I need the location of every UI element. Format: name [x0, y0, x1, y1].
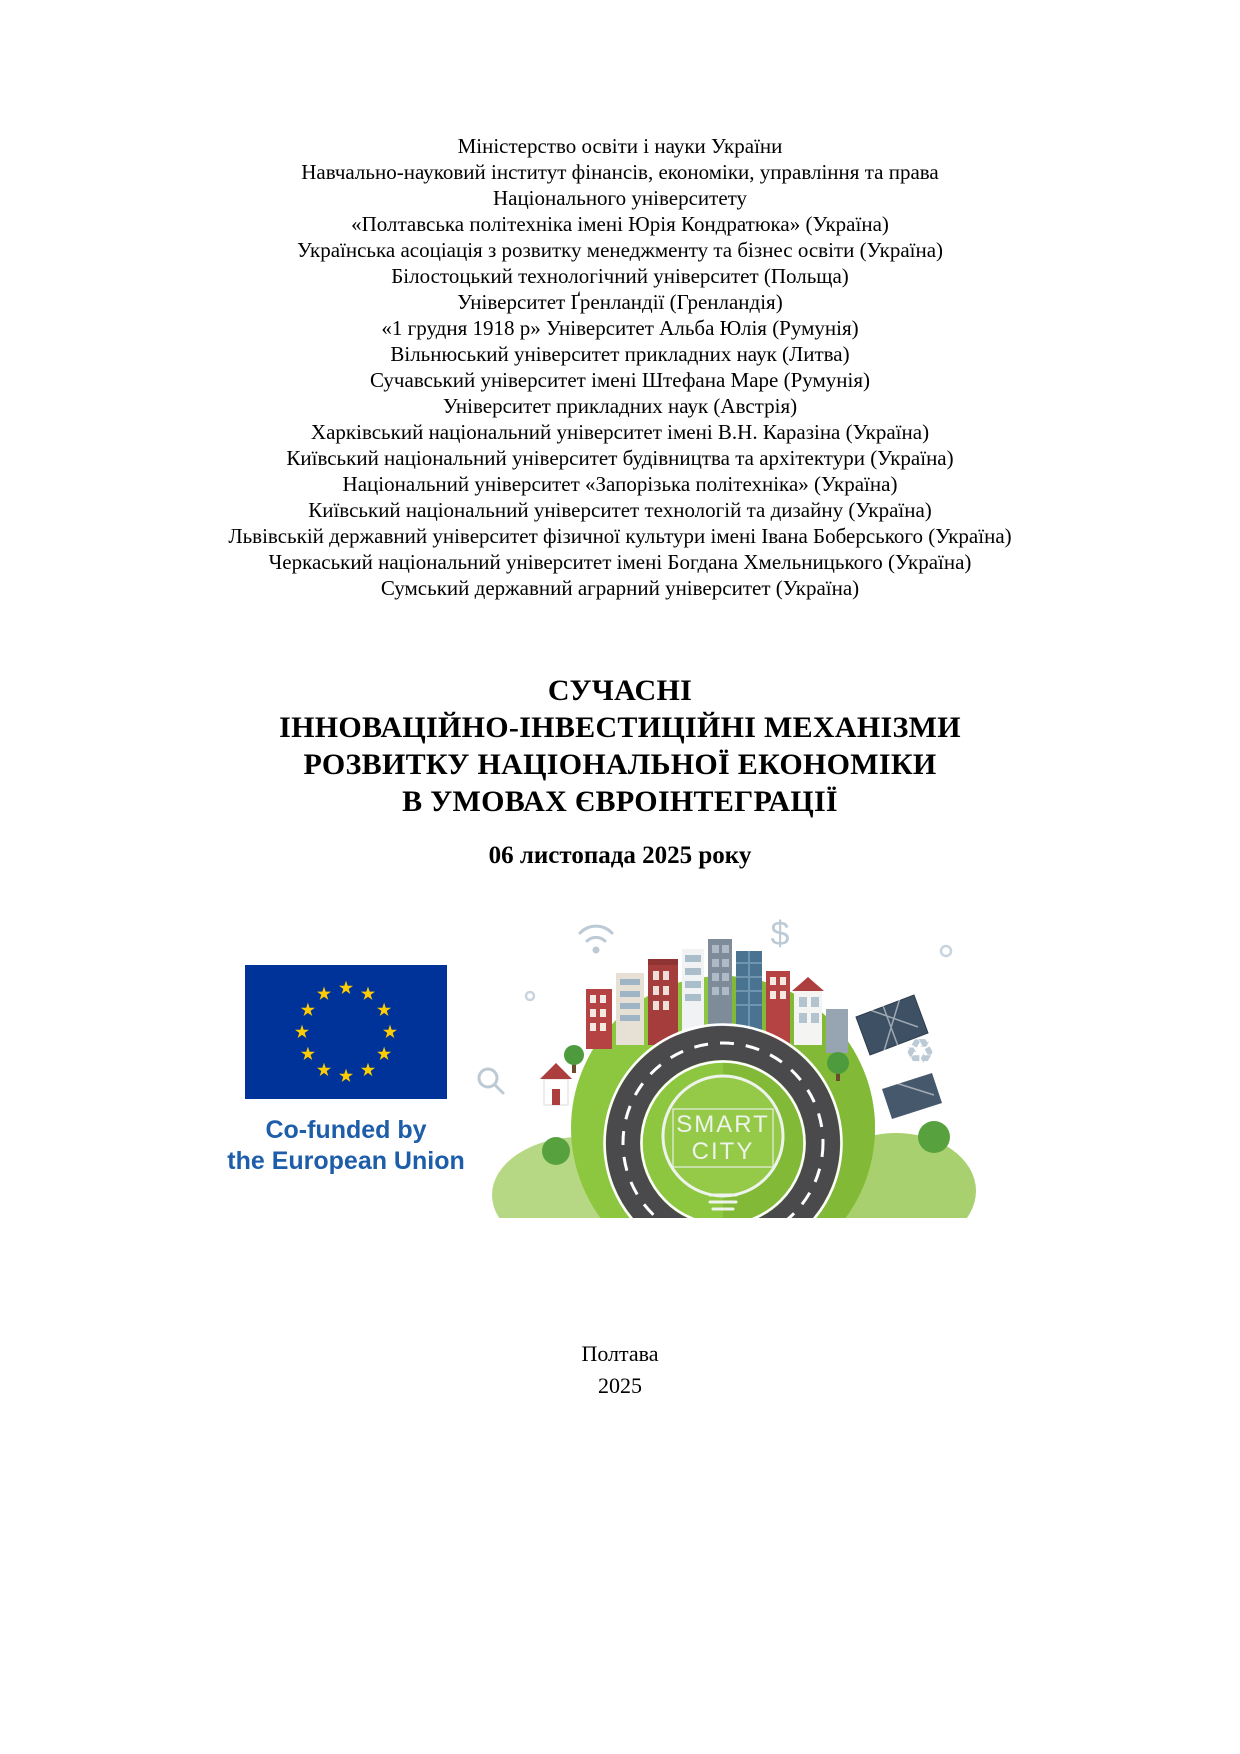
institutions-block — [0, 133, 1240, 601]
decor-circle — [941, 946, 951, 956]
institution-line: Національного університету — [492, 186, 748, 210]
building-roof — [792, 977, 824, 991]
bush-left — [542, 1137, 570, 1165]
wifi-icon — [580, 926, 612, 953]
imprint — [0, 1338, 1240, 1402]
conference-title — [0, 672, 1240, 820]
title-line: В УМОВАХ ЄВРОІНТЕГРАЦІЇ — [402, 785, 838, 818]
institution-line: Університет Ґренландії (Гренландія) — [457, 290, 783, 314]
magnifier-icon — [479, 1069, 503, 1093]
eu-caption-line2: the European Union — [227, 1147, 465, 1175]
dollar-icon: $ — [770, 915, 790, 953]
institution-line: Міністерство освіти і науки України — [457, 134, 783, 158]
institution-line: «1 грудня 1918 р» Університет Альба Юлія (Румунія) — [381, 316, 859, 340]
eu-flag-icon — [245, 965, 447, 1099]
eu-logo-block — [224, 965, 468, 1177]
smart-label: SMART — [676, 1111, 770, 1138]
city-label: CITY — [691, 1138, 755, 1165]
title-line: РОЗВИТКУ НАЦІОНАЛЬНОЇ ЕКОНОМІКИ — [303, 748, 937, 781]
institution-line: Львівській державний університет фізичної культури імені Івана Боберського (Україна) — [228, 524, 1012, 548]
institution-line: Українська асоціація з розвитку менеджменту та бізнес освіти (Україна) — [296, 238, 944, 262]
eu-caption — [224, 1115, 468, 1177]
eu-caption-line1: Co-funded by — [265, 1116, 427, 1144]
building-red — [586, 989, 612, 1049]
title-line: ІННОВАЦІЙНО-ІНВЕСТИЦІЙНІ МЕХАНІЗМИ — [279, 711, 961, 744]
institution-line: Білостоцький технологічний університет (Польща) — [391, 264, 849, 288]
institution-line: Київський національний університет будівництва та архітектури (Україна) — [286, 446, 954, 470]
recycle-icon: ♻ — [904, 1034, 936, 1071]
institution-line: Сумський державний аграрний університет (Україна) — [380, 576, 860, 600]
decor-circle — [526, 992, 534, 1000]
imprint-city: Полтава — [581, 1341, 659, 1366]
institution-line: Вільнюський університет прикладних наук (Литва) — [390, 342, 850, 366]
building-gray-small — [826, 1009, 848, 1053]
institution-line: Сучавський університет імені Штефана Маре (Румунія) — [369, 368, 871, 392]
smart-city-illustration — [468, 893, 983, 1218]
smart-city-graphic — [468, 893, 983, 1218]
conference-date: 06 листопада 2025 року — [488, 842, 752, 869]
title-line: СУЧАСНІ — [547, 674, 693, 707]
institution-line: Навчально-науковий інститут фінансів, економіки, управління та права — [301, 160, 939, 184]
institution-line: Київський національний університет технологій та дизайну (Україна) — [308, 498, 932, 522]
institution-line: Університет прикладних наук (Австрія) — [442, 394, 798, 418]
imprint-year: 2025 — [598, 1373, 642, 1398]
tree — [564, 1045, 584, 1073]
house-left — [540, 1063, 572, 1105]
institution-line: Черкаський національний університет імені Богдана Хмельницького (Україна) — [268, 550, 972, 574]
institution-line: Харківський національний університет імені В.Н. Каразіна (Україна) — [310, 420, 930, 444]
bush-right — [918, 1121, 950, 1153]
institution-line: «Полтавська політехніка імені Юрія Кондратюка» (Україна) — [351, 212, 889, 236]
institution-line: Національний університет «Запорізька політехніка» (Україна) — [342, 472, 898, 496]
